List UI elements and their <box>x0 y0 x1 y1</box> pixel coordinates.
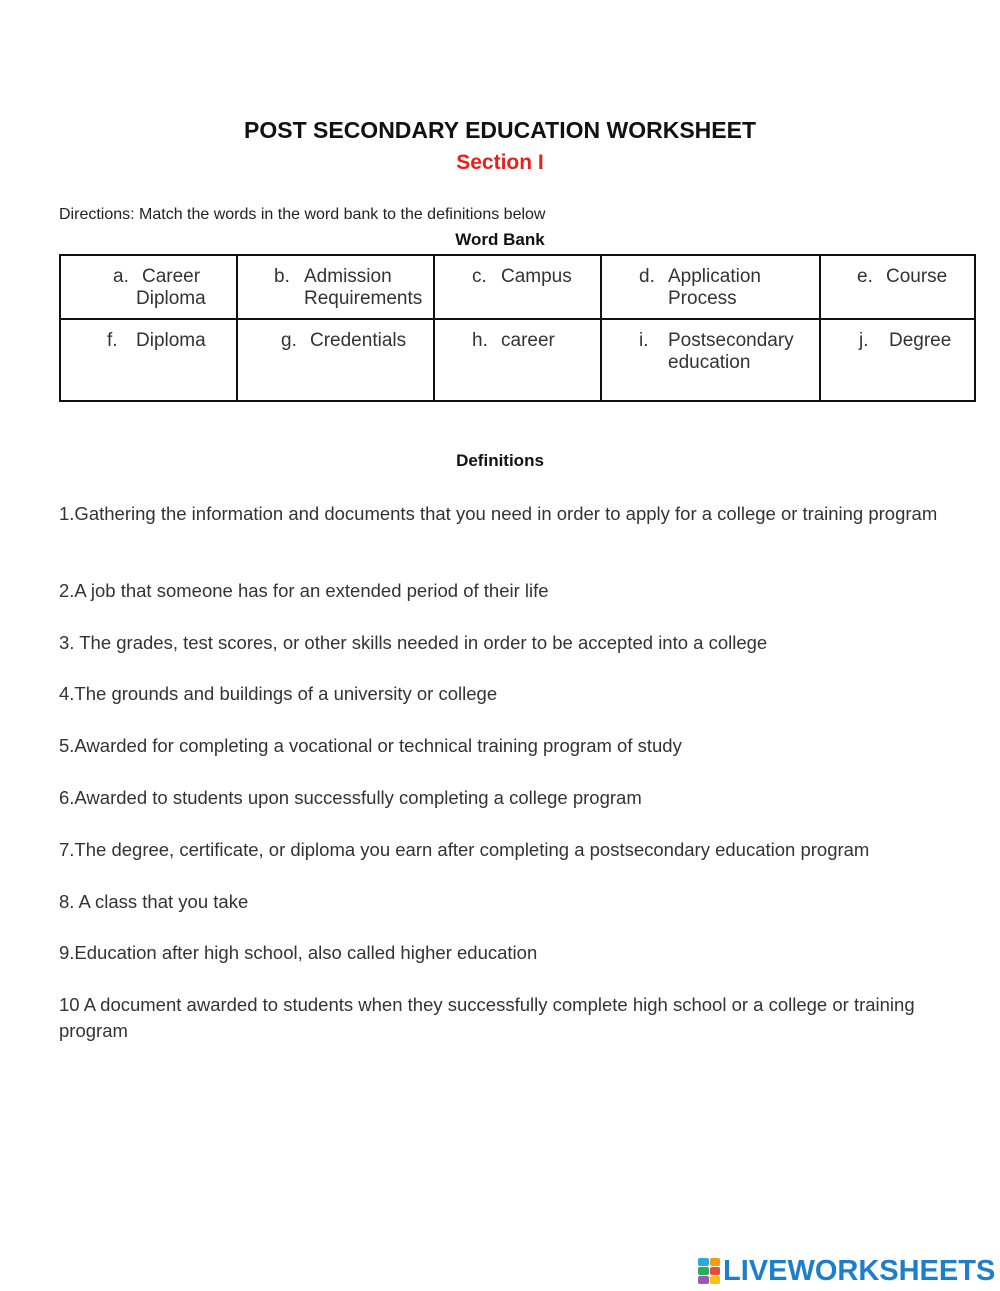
word-text: Career <box>142 266 201 287</box>
word-letter: e. <box>857 266 873 287</box>
word-bank-row <box>60 255 975 319</box>
definitions-title: Definitions <box>456 451 544 470</box>
word-bank-cell <box>434 319 601 401</box>
definition-item: 6.Awarded to students upon successfully completing a college program <box>59 787 642 808</box>
word-bank-cell <box>434 255 601 319</box>
definition-item: 10 A document awarded to students when they successfully complete high school or a college or training program <box>59 994 915 1041</box>
word-bank-cell <box>60 255 237 319</box>
word-text-line2: Process <box>668 288 737 309</box>
word-text: Course <box>886 266 948 287</box>
word-text: Admission <box>304 266 392 287</box>
definition-item: 2.A job that someone has for an extended period of their life <box>59 580 549 601</box>
word-text: Credentials <box>310 330 407 351</box>
word-letter: i. <box>639 330 649 351</box>
definition-item: 7.The degree, certificate, or diploma you earn after completing a postsecondary education program <box>59 839 870 860</box>
word-bank-cell <box>820 319 975 401</box>
definition-item: 8. A class that you take <box>59 891 249 912</box>
word-letter: c. <box>472 266 487 287</box>
definition-item: 1.Gathering the information and documents that you need in order to apply for a college or training program <box>59 503 938 524</box>
directions-text: Directions: Match the words in the word bank to the definitions below <box>59 206 546 223</box>
word-letter: h. <box>472 330 488 351</box>
liveworksheets-logo-text: LIVEWORKSHEETS <box>723 1254 996 1287</box>
section-heading: Section I <box>456 151 544 174</box>
word-bank-cell <box>237 319 434 401</box>
word-letter: g. <box>281 330 297 351</box>
word-letter: d. <box>639 266 655 287</box>
word-text: Application <box>668 266 761 287</box>
word-text-line2: Diploma <box>136 288 206 309</box>
liveworksheets-logo <box>698 1256 995 1286</box>
word-bank-cell <box>820 255 975 319</box>
word-text: Campus <box>501 266 572 287</box>
word-bank-cell <box>60 319 237 401</box>
liveworksheets-logo-icon <box>698 1258 720 1284</box>
word-bank-row <box>60 319 975 401</box>
word-bank-title: Word Bank <box>455 230 545 249</box>
word-text: Diploma <box>136 330 206 351</box>
word-text: Postsecondary <box>668 330 794 351</box>
word-bank-table <box>59 254 976 402</box>
word-letter: f. <box>107 330 118 351</box>
word-text: Degree <box>889 330 952 351</box>
word-letter: b. <box>274 266 290 287</box>
word-text-line2: education <box>668 352 751 373</box>
definition-item: 3. The grades, test scores, or other skills needed in order to be accepted into a college <box>59 632 768 653</box>
definition-item: 4.The grounds and buildings of a university or college <box>59 683 498 704</box>
worksheet-title: POST SECONDARY EDUCATION WORKSHEET <box>244 117 756 143</box>
word-bank-cell <box>601 319 820 401</box>
word-text-line2: Requirements <box>304 288 423 309</box>
word-letter: j. <box>859 330 869 351</box>
word-text: career <box>501 330 555 351</box>
word-bank-cell <box>601 255 820 319</box>
definition-item: 5.Awarded for completing a vocational or technical training program of study <box>59 735 682 756</box>
word-bank-cell <box>237 255 434 319</box>
word-letter: a. <box>113 266 129 287</box>
definition-item: 9.Education after high school, also called higher education <box>59 942 538 963</box>
